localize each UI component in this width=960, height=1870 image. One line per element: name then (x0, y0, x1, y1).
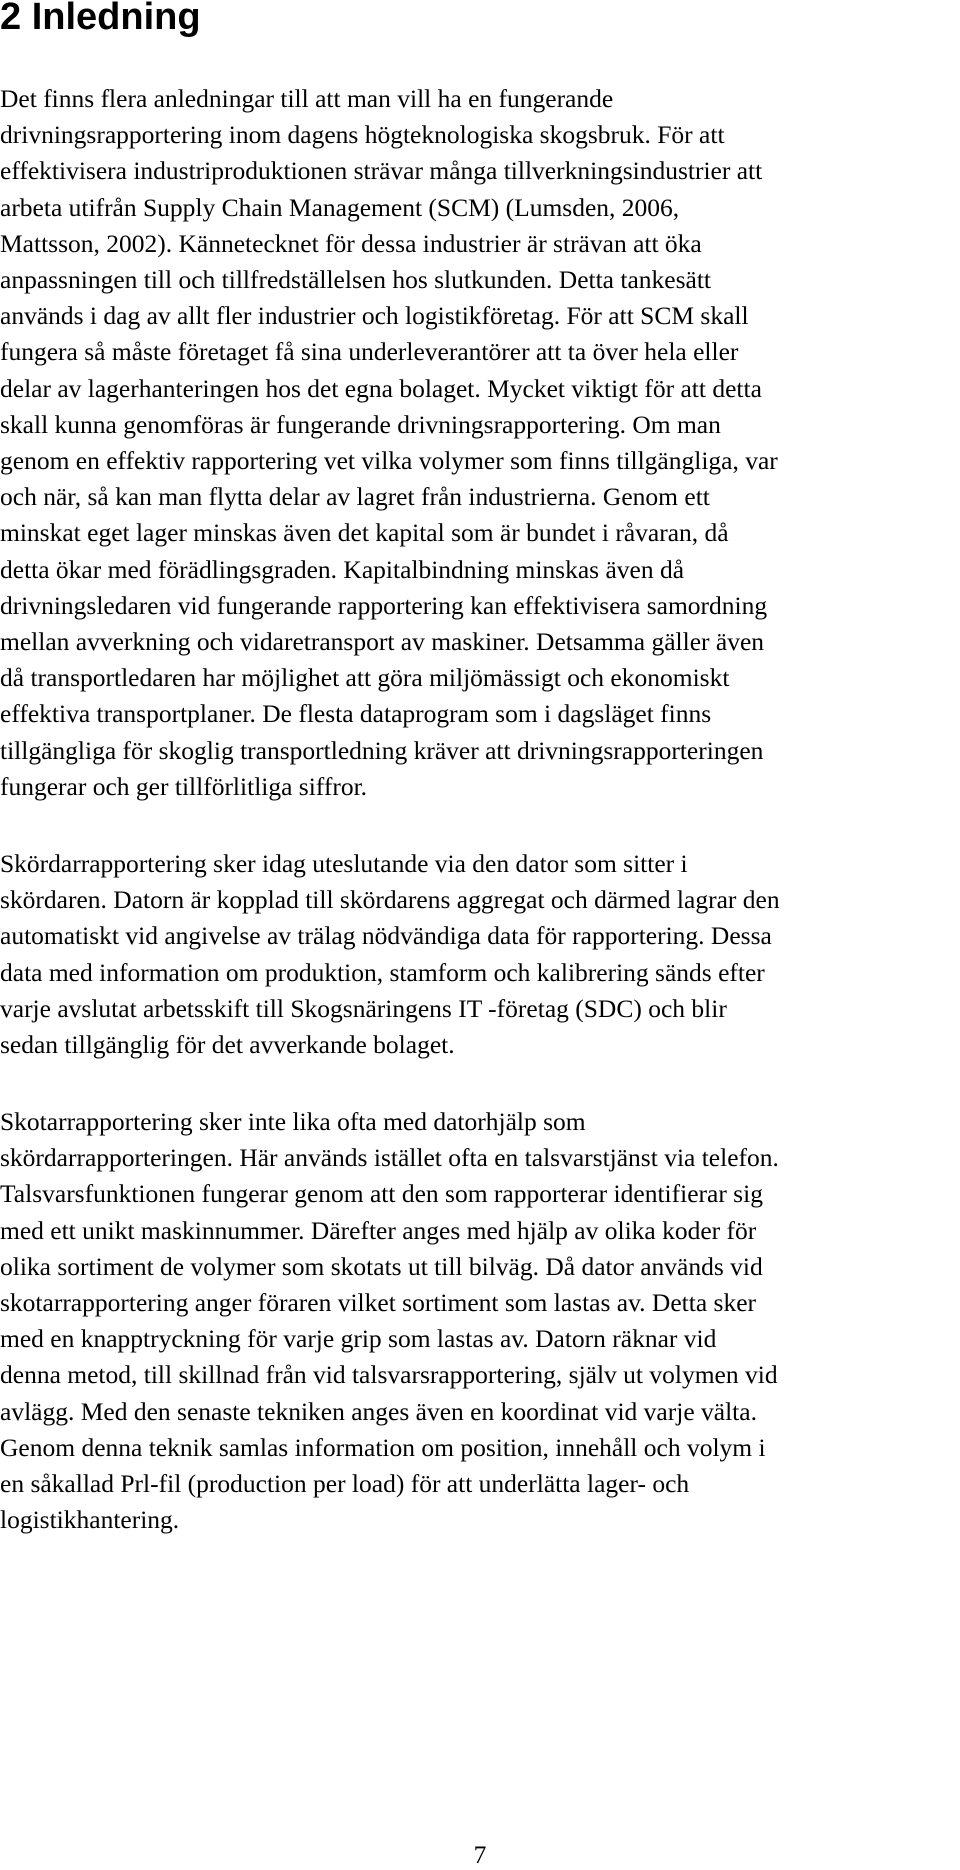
paragraph-line: delar av lagerhanteringen hos det egna bolaget. Mycket viktigt för att detta (0, 373, 762, 403)
paragraph-line: Genom denna teknik samlas information om position, innehåll och volym i (0, 1432, 766, 1462)
paragraph-line: drivningsrapportering inom dagens högteknologiska skogsbruk. För att (0, 120, 725, 150)
paragraph-line: denna metod, till skillnad från vid talsvarsrapportering, själv ut volymen vid (0, 1360, 778, 1390)
paragraph-line: en såkallad Prl-fil (production per load) för att underlätta lager- och (0, 1469, 690, 1499)
paragraph-line: med ett unikt maskinnummer. Därefter anges med hjälp av olika koder för (0, 1215, 757, 1245)
paragraph-line: tillgängliga för skoglig transportledning kräver att drivningsrapporteringen (0, 735, 764, 765)
paragraph-line: fungera så måste företaget få sina underleverantörer att ta över hela eller (0, 337, 739, 367)
paragraph-line: avlägg. Med den senaste tekniken anges även en koordinat vid varje välta. (0, 1396, 757, 1426)
paragraph-line: skördaren. Datorn är kopplad till skördarens aggregat och därmed lagrar den (0, 885, 780, 915)
paragraph-harvester-reporting (0, 846, 780, 1063)
paragraph-introduction (0, 81, 778, 805)
paragraph-line: effektiva transportplaner. De flesta dataprogram som i dagsläget finns (0, 699, 712, 729)
paragraph-line: drivningsledaren vid fungerande rapportering kan effektivisera samordning (0, 590, 768, 620)
paragraph-line: sedan tillgänglig för det avverkande bolaget. (0, 1030, 455, 1060)
paragraph-line: skall kunna genomföras är fungerande drivningsrapportering. Om man (0, 409, 721, 439)
paragraph-line: minskat eget lager minskas även det kapital som är bundet i råvaran, då (0, 518, 729, 548)
paragraph-line: Skotarrapportering sker inte lika ofta med datorhjälp som (0, 1107, 586, 1136)
page-number: 7 (473, 1840, 487, 1869)
paragraph-line: Det finns flera anledningar till att man vill ha en fungerande (0, 84, 614, 113)
section-heading: 2 Inledning (0, 0, 201, 38)
paragraph-line: Skördarrapportering sker idag uteslutande via den dator som sitter i (0, 849, 688, 878)
paragraph-line: genom en effektiv rapportering vet vilka volymer som finns tillgängliga, var (0, 446, 778, 476)
paragraph-forwarder-reporting (0, 1104, 779, 1538)
paragraph-line: och när, så kan man flytta delar av lagret från industrierna. Genom ett (0, 482, 710, 512)
paragraph-line: logistikhantering. (0, 1505, 180, 1535)
paragraph-line: detta ökar med förädlingsgraden. Kapitalbindning minskas även då (0, 554, 685, 584)
paragraph-line: Mattsson, 2002). Kännetecknet för dessa industrier är strävan att öka (0, 228, 702, 258)
paragraph-line: används i dag av allt fler industrier och logistikföretag. För att SCM skall (0, 301, 749, 331)
paragraph-line: data med information om produktion, stamform och kalibrering sänds efter (0, 957, 765, 987)
paragraph-line: automatiskt vid angivelse av trälag nödvändiga data för rapportering. Dessa (0, 921, 772, 951)
paragraph-line: arbeta utifrån Supply Chain Management (SCM) (Lumsden, 2006, (0, 192, 680, 222)
paragraph-line: anpassningen till och tillfredställelsen hos slutkunden. Detta tankesätt (0, 265, 712, 295)
paragraph-line: fungerar och ger tillförlitliga siffror. (0, 771, 368, 801)
paragraph-line: effektivisera industriproduktionen strävar många tillverkningsindustrier att (0, 156, 763, 186)
paragraph-line: skördarrapporteringen. Här används istället ofta en talsvarstjänst via telefon. (0, 1143, 779, 1173)
paragraph-line: mellan avverkning och vidaretransport av maskiner. Detsamma gäller även (0, 627, 765, 657)
paragraph-line: varje avslutat arbetsskift till Skogsnäringens IT -företag (SDC) och blir (0, 993, 727, 1023)
paragraph-line: Talsvarsfunktionen fungerar genom att den som rapporterar identifierar sig (0, 1179, 763, 1209)
paragraph-line: då transportledaren har möjlighet att göra miljömässigt och ekonomiskt (0, 663, 730, 693)
paragraph-line: med en knapptryckning för varje grip som lastas av. Datorn räknar vid (0, 1324, 717, 1354)
paragraph-line: olika sortiment de volymer som skotats ut till bilväg. Då dator används vid (0, 1251, 763, 1281)
paragraph-line: skotarrapportering anger föraren vilket sortiment som lastas av. Detta sker (0, 1288, 757, 1318)
